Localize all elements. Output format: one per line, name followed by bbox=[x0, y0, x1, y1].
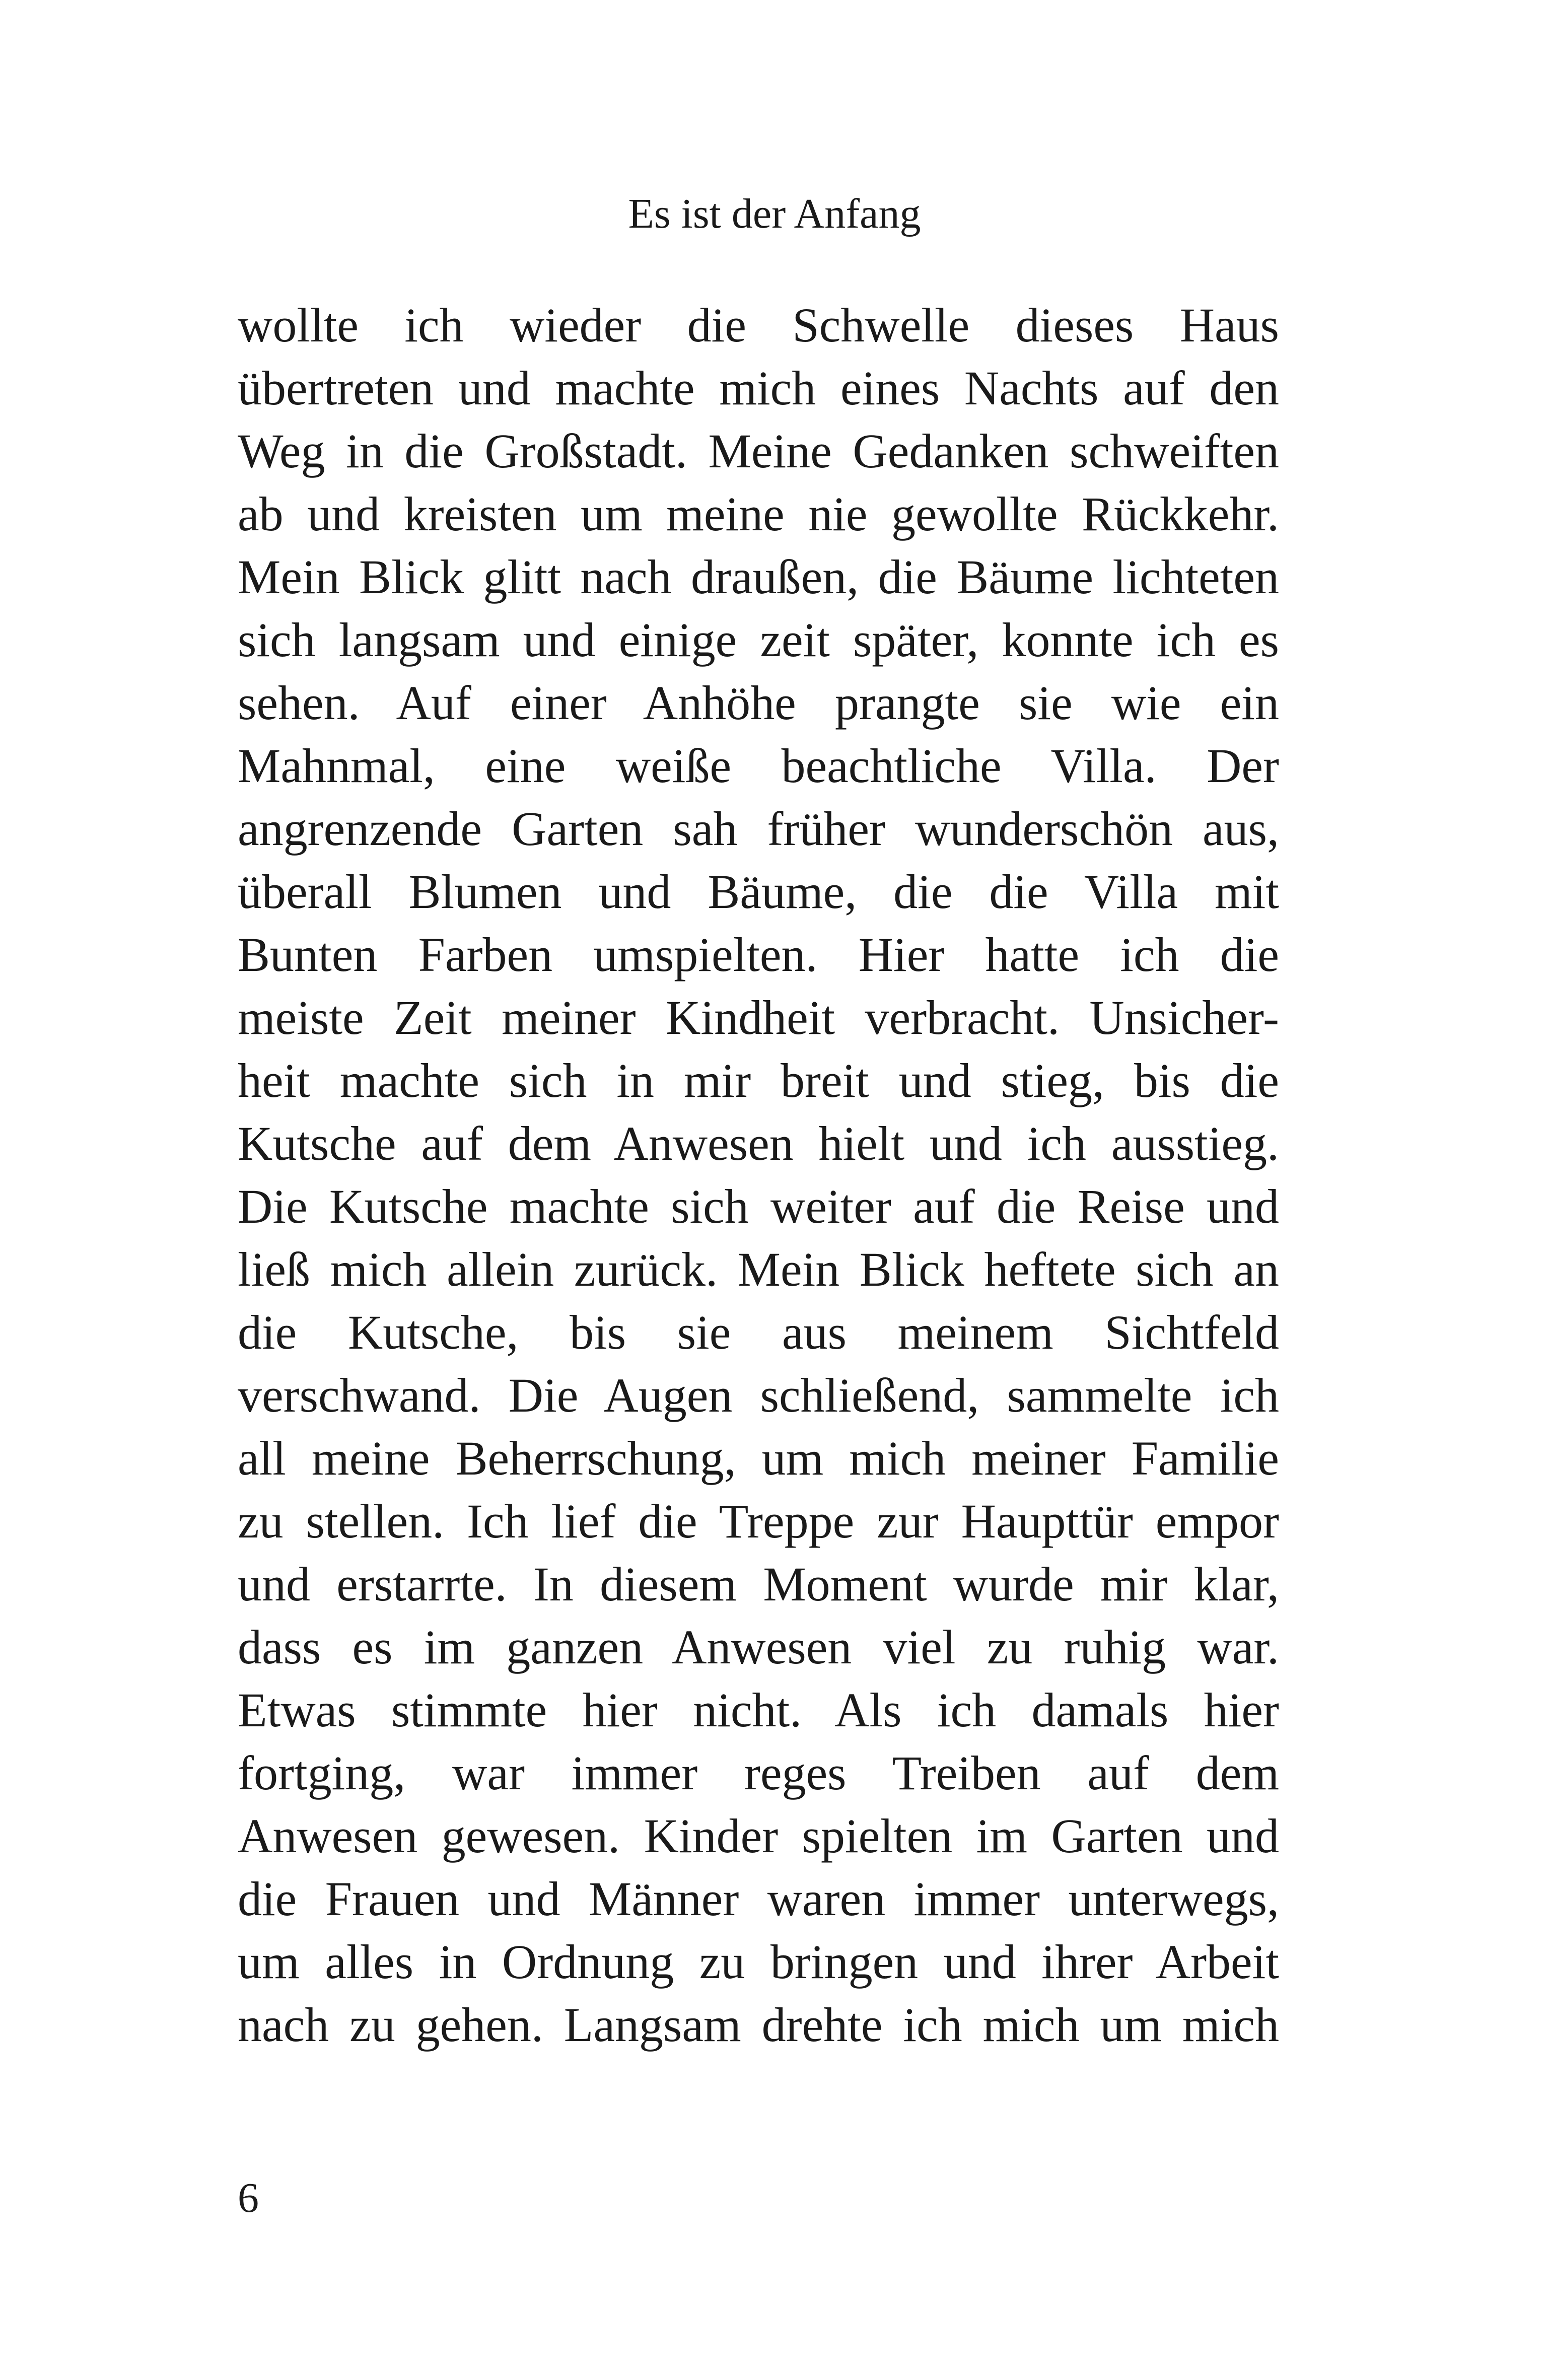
text-line: wollte ich wieder die Schwelle dieses Haus bbox=[238, 298, 1279, 352]
text-line: Etwas stimmte hier nicht. Als ich damals hier bbox=[238, 1683, 1279, 1737]
page-number: 6 bbox=[238, 2175, 259, 2221]
text-line: Mahnmal, eine weiße beachtliche Villa. Der bbox=[238, 739, 1279, 793]
text-line: all meine Beherrschung, um mich meiner Familie bbox=[238, 1431, 1279, 1485]
text-line: sehen. Auf einer Anhöhe prangte sie wie ein bbox=[238, 676, 1279, 730]
text-line: sich langsam und einige zeit später, konnte ich es bbox=[238, 613, 1279, 667]
text-line: Mein Blick glitt nach draußen, die Bäume lichteten bbox=[238, 550, 1279, 604]
body-text bbox=[238, 294, 1279, 2056]
text-line: heit machte sich in mir breit und stieg, bis die bbox=[238, 1054, 1279, 1107]
text-line: zu stellen. Ich lief die Treppe zur Haupttür empor bbox=[238, 1494, 1279, 1548]
running-header: Es ist der Anfang bbox=[628, 190, 921, 237]
text-line: verschwand. Die Augen schließend, sammelte ich bbox=[238, 1368, 1279, 1422]
text-line: um alles in Ordnung zu bringen und ihrer Arbeit bbox=[238, 1935, 1279, 1989]
text-line: Anwesen gewesen. Kinder spielten im Garten und bbox=[238, 1809, 1279, 1863]
text-line: angrenzende Garten sah früher wunderschön aus, bbox=[238, 802, 1279, 856]
text-line: ab und kreisten um meine nie gewollte Rückkehr. bbox=[238, 487, 1279, 541]
text-line: Kutsche auf dem Anwesen hielt und ich ausstieg. bbox=[238, 1116, 1279, 1170]
text-line: und erstarrte. In diesem Moment wurde mir klar, bbox=[238, 1557, 1279, 1611]
text-line: überall Blumen und Bäume, die die Villa mit bbox=[238, 865, 1279, 919]
text-line: die Kutsche, bis sie aus meinem Sichtfeld bbox=[238, 1305, 1279, 1359]
text-line: Bunten Farben umspielten. Hier hatte ich die bbox=[238, 928, 1279, 982]
text-line: übertreten und machte mich eines Nachts auf den bbox=[238, 361, 1279, 415]
text-line: fortging, war immer reges Treiben auf dem bbox=[238, 1746, 1279, 1800]
text-line: ließ mich allein zurück. Mein Blick heftete sich an bbox=[238, 1242, 1279, 1296]
text-line: Weg in die Großstadt. Meine Gedanken schweiften bbox=[238, 424, 1279, 478]
text-line: die Frauen und Männer waren immer unterwegs, bbox=[238, 1872, 1279, 1926]
text-line: nach zu gehen. Langsam drehte ich mich um mich bbox=[238, 1998, 1279, 2052]
text-line: Die Kutsche machte sich weiter auf die Reise und bbox=[238, 1179, 1279, 1233]
text-line: dass es im ganzen Anwesen viel zu ruhig war. bbox=[238, 1620, 1279, 1674]
text-line: meiste Zeit meiner Kindheit verbracht. Unsicher- bbox=[238, 991, 1279, 1044]
